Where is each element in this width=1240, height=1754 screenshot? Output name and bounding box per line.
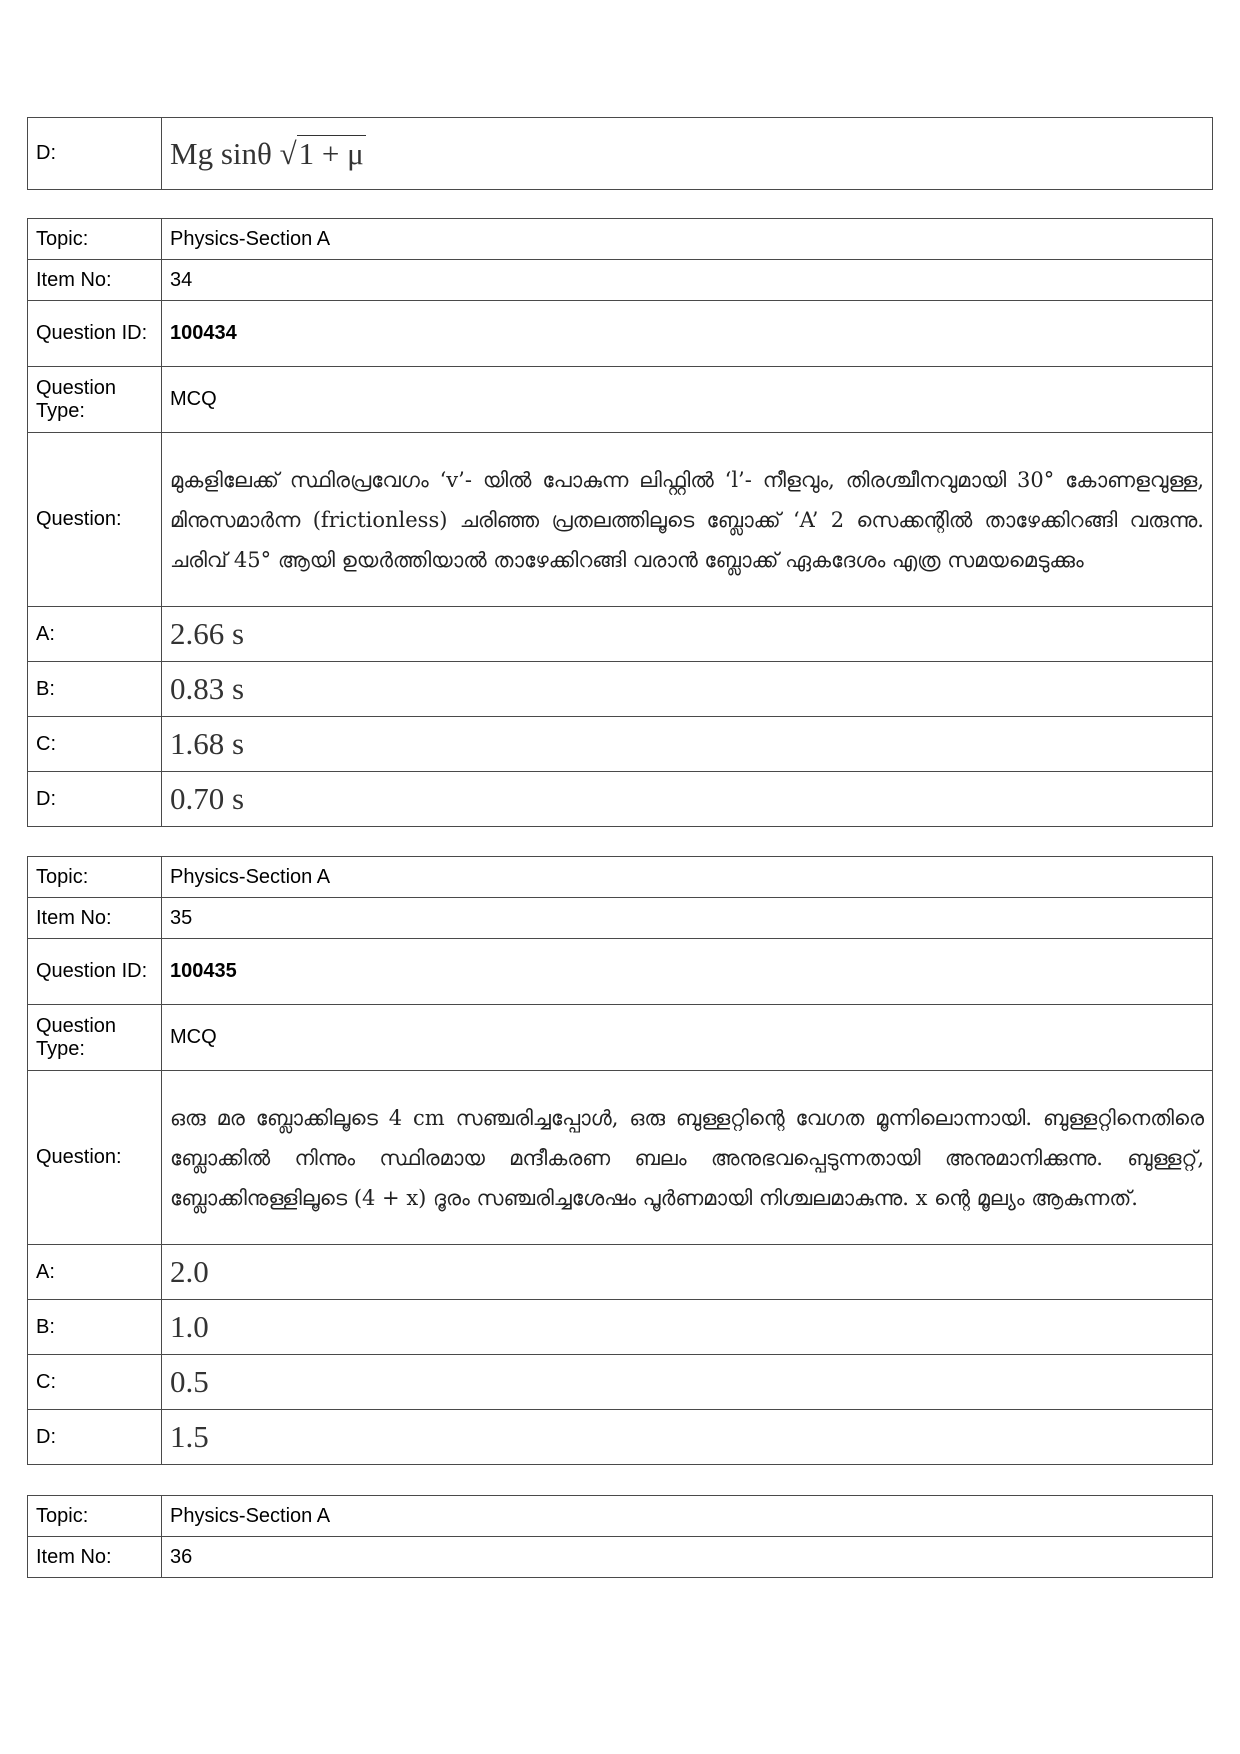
- option-value: 1.68 s: [162, 717, 1213, 772]
- item-label: Item No:: [28, 1537, 162, 1578]
- radicand: 1 + μ: [298, 135, 364, 171]
- option-row-c: [28, 717, 1213, 772]
- topic-value: Physics-Section A: [162, 857, 1213, 898]
- topic-value: Physics-Section A: [162, 1496, 1213, 1537]
- option-value: 0.5: [162, 1355, 1213, 1410]
- question-row: [28, 1071, 1213, 1245]
- question-id-row: [28, 301, 1213, 367]
- question-row: [28, 433, 1213, 607]
- question-type-label: Question Type:: [28, 367, 162, 433]
- item-value: 36: [162, 1537, 1213, 1578]
- option-label: B:: [28, 1300, 162, 1355]
- question-type-value: MCQ: [162, 1005, 1213, 1071]
- question-table-35: [27, 856, 1213, 1465]
- prev-question-table: [27, 117, 1213, 190]
- item-row: [28, 1537, 1213, 1578]
- option-value: 1.5: [162, 1410, 1213, 1465]
- option-value: 0.70 s: [162, 772, 1213, 827]
- option-value: 2.0: [162, 1245, 1213, 1300]
- question-text: ഒരു മര ബ്ലോക്കിലൂടെ 4 cm സഞ്ചരിച്ചപ്പോൾ, ഒരു ബുള്ളറ്റിന്റെ വേഗത മൂന്നിലൊന്നായി. ബുള്ളറ്റിനെതിരെ ബ്ലോക്കിൽ നിന്നും സ്ഥിരമായ മന്ദീകരണ ബലം അനുഭവപ്പെടുന്നതായി അനുമാനിക്കുന്നു. ബുള്ളറ്റ്, ബ്ലോക്കിനുള്ളിലൂടെ (4 + x) ദൂരം സഞ്ചരിച്ചശേഷം പൂർണമായി നിശ്ചലമാകുന്നു. x ന്റെ മൂല്യം ആകുന്നത്.: [162, 1071, 1213, 1245]
- topic-row: [28, 1496, 1213, 1537]
- topic-label: Topic:: [28, 1496, 162, 1537]
- question-type-label: Question Type:: [28, 1005, 162, 1071]
- question-type-value: MCQ: [162, 367, 1213, 433]
- option-value: [162, 118, 1213, 190]
- option-label: C:: [28, 1355, 162, 1410]
- option-label: D:: [28, 772, 162, 827]
- topic-value: Physics-Section A: [162, 219, 1213, 260]
- item-value: 34: [162, 260, 1213, 301]
- option-row-d: [28, 772, 1213, 827]
- option-label: A:: [28, 607, 162, 662]
- question-label: Question:: [28, 433, 162, 607]
- question-label: Question:: [28, 1071, 162, 1245]
- option-row-c: [28, 1355, 1213, 1410]
- question-id-row: [28, 939, 1213, 1005]
- option-value: 1.0: [162, 1300, 1213, 1355]
- option-label: B:: [28, 662, 162, 717]
- topic-row: [28, 219, 1213, 260]
- item-value: 35: [162, 898, 1213, 939]
- option-row-b: [28, 1300, 1213, 1355]
- item-label: Item No:: [28, 898, 162, 939]
- option-row-d: [28, 118, 1213, 190]
- item-row: [28, 898, 1213, 939]
- item-label: Item No:: [28, 260, 162, 301]
- option-label: D:: [28, 118, 162, 190]
- option-label: D:: [28, 1410, 162, 1465]
- topic-row: [28, 857, 1213, 898]
- option-row-a: [28, 1245, 1213, 1300]
- option-value: 0.83 s: [162, 662, 1213, 717]
- option-label: A:: [28, 1245, 162, 1300]
- question-text: മുകളിലേക്ക് സ്ഥിരപ്രവേഗം ‘v’- യിൽ പോകുന്ന ലിഫ്റ്റിൽ ‘l’- നീളവും, തിരശ്ചീനവുമായി 30° കോണളവുള്ള, മിനുസമാർന്ന (frictionless) ചരിഞ്ഞ പ്രതലത്തിലൂടെ ബ്ലോക്ക് ‘A’ 2 സെക്കന്റിൽ താഴേക്കിറങ്ങി വരുന്നു. ചരിവ് 45° ആയി ഉയർത്തിയാൽ താഴേക്കിറങ്ങി വരാൻ ബ്ലോക്ക് ഏകദേശം എത്ര സമയമെടുക്കും: [162, 433, 1213, 607]
- formula-text: Mg sinθ: [170, 135, 280, 171]
- question-id-value: 100434: [162, 301, 1213, 367]
- question-id-label: Question ID:: [28, 939, 162, 1005]
- question-type-row: [28, 367, 1213, 433]
- question-table-34: [27, 218, 1213, 827]
- item-row: [28, 260, 1213, 301]
- question-id-label: Question ID:: [28, 301, 162, 367]
- option-value: 2.66 s: [162, 607, 1213, 662]
- option-label: C:: [28, 717, 162, 772]
- question-id-value: 100435: [162, 939, 1213, 1005]
- option-row-a: [28, 607, 1213, 662]
- question-type-row: [28, 1005, 1213, 1071]
- option-row-d: [28, 1410, 1213, 1465]
- topic-label: Topic:: [28, 219, 162, 260]
- topic-label: Topic:: [28, 857, 162, 898]
- radical-sign: √: [279, 135, 297, 171]
- option-row-b: [28, 662, 1213, 717]
- square-root: [280, 136, 366, 172]
- question-table-36: [27, 1495, 1213, 1578]
